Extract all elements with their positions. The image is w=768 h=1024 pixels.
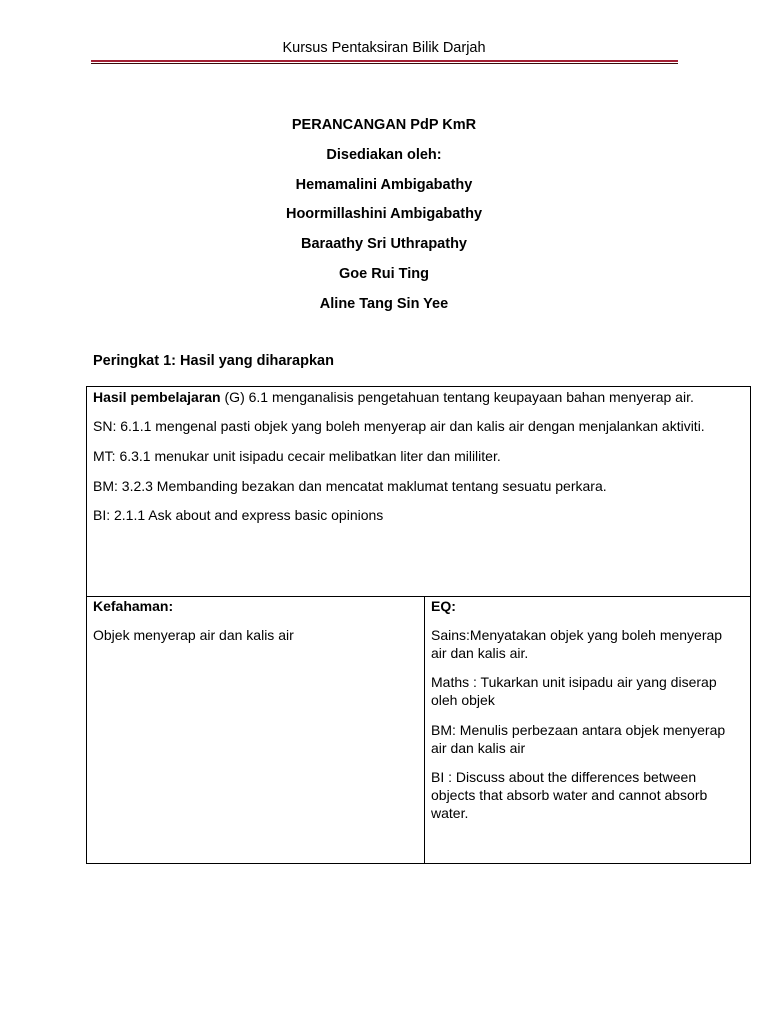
outcome-bi: BI: 2.1.1 Ask about and express basic opinions bbox=[93, 507, 384, 523]
page-header-title: Kursus Pentaksiran Bilik Darjah bbox=[282, 40, 486, 56]
eq-label: EQ: bbox=[431, 598, 456, 614]
outcome-sn: SN: 6.1.1 mengenal pasti objek yang boleh menyerap air dan kalis air dengan menjalankan aktiviti. bbox=[93, 418, 705, 434]
eq-bi-line: water. bbox=[431, 805, 469, 821]
eq-sains-line: air dan kalis air. bbox=[431, 645, 529, 661]
document-title: PERANCANGAN PdP KmR bbox=[291, 117, 477, 133]
eq-bm-line: air dan kalis air bbox=[431, 740, 526, 756]
header-rule-thick bbox=[91, 60, 678, 62]
outcome-bm: BM: 3.2.3 Membanding bezakan dan mencatat maklumat tentang sesuatu perkara. bbox=[93, 478, 607, 494]
outcome-mt: MT: 6.3.1 menukar unit isipadu cecair melibatkan liter dan mililiter. bbox=[93, 448, 501, 464]
eq-cell bbox=[425, 597, 750, 863]
eq-maths-line: Maths : Tukarkan unit isipadu air yang diserap bbox=[431, 674, 717, 690]
eq-bm-line: BM: Menulis perbezaan antara objek menyerap bbox=[431, 722, 726, 738]
eq-maths-line: oleh objek bbox=[431, 692, 495, 708]
eq-sains-line: Sains:Menyatakan objek yang boleh menyerap bbox=[431, 627, 723, 643]
outcomes-table bbox=[86, 386, 751, 864]
learning-outcomes-cell bbox=[87, 387, 750, 597]
learning-outcome-main bbox=[93, 388, 694, 406]
title-block bbox=[0, 113, 768, 322]
author-name: Baraathy Sri Uthrapathy bbox=[301, 236, 467, 253]
author-name: Hoormillashini Ambigabathy bbox=[285, 206, 483, 223]
section-heading: Peringkat 1: Hasil yang diharapkan bbox=[93, 353, 334, 369]
author-name: Hemamalini Ambigabathy bbox=[295, 176, 473, 193]
author-name: Aline Tang Sin Yee bbox=[319, 295, 449, 312]
understanding-text: Objek menyerap air dan kalis air bbox=[93, 627, 294, 643]
understanding-cell bbox=[87, 597, 425, 863]
eq-bi-line: objects that absorb water and cannot absorb bbox=[431, 787, 708, 803]
header-rule-thin bbox=[91, 63, 678, 64]
understanding-label: Kefahaman: bbox=[93, 598, 174, 614]
learning-outcome-label: Hasil pembelajaran bbox=[93, 389, 221, 405]
header-rule bbox=[91, 60, 678, 64]
prepared-by-label: Disediakan oleh: bbox=[326, 146, 442, 163]
learning-outcome-text: (G) 6.1 menganalisis pengetahuan tentang keupayaan bahan menyerap air. bbox=[220, 389, 694, 405]
eq-bi-line: BI : Discuss about the differences between bbox=[431, 769, 697, 785]
author-name: Goe Rui Ting bbox=[339, 265, 429, 282]
